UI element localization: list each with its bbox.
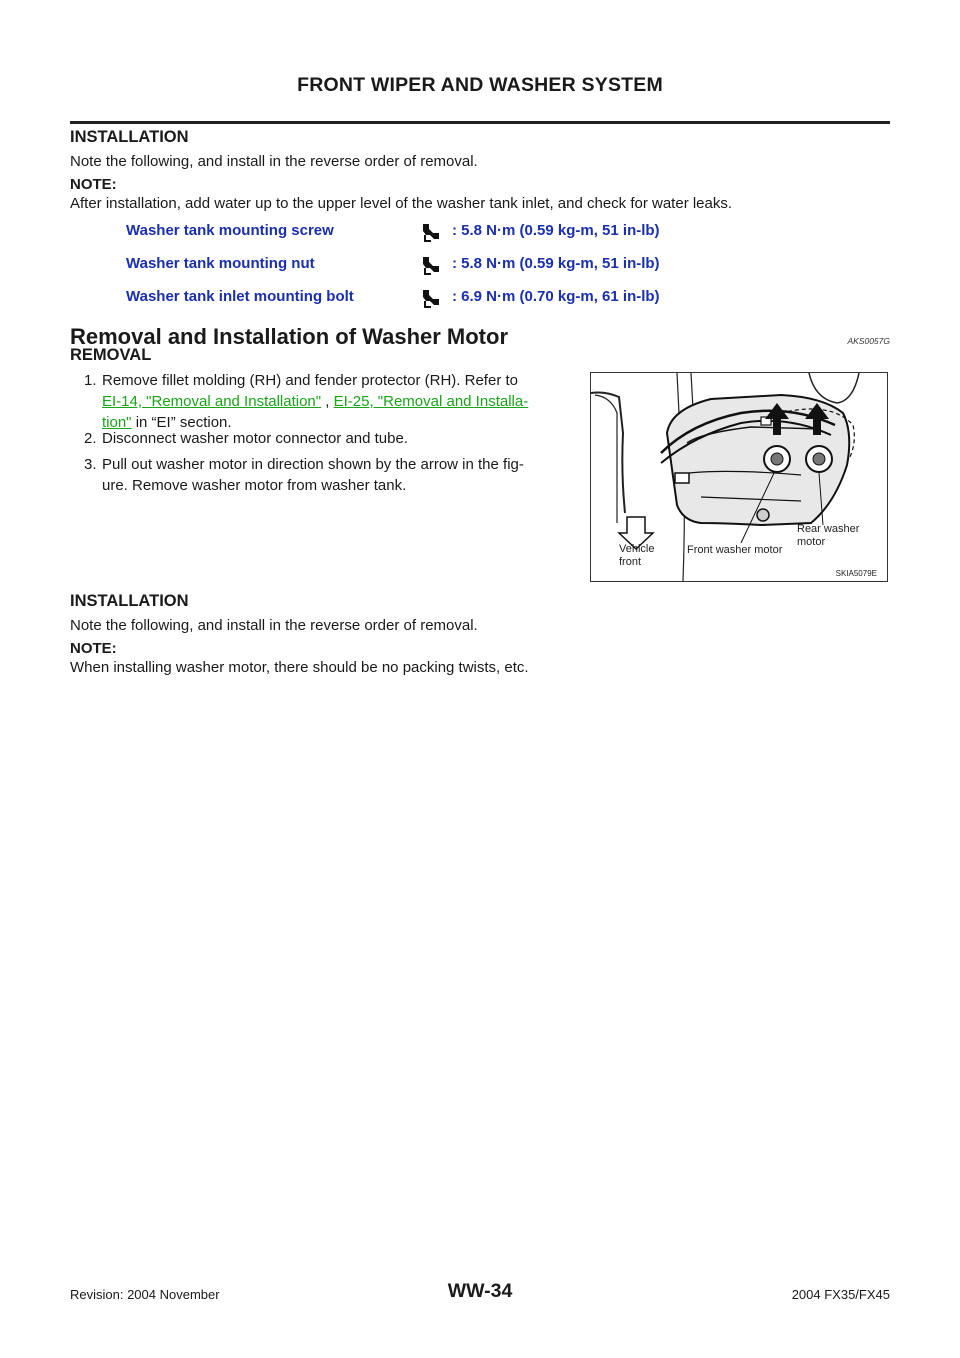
removal-heading: REMOVAL [70,346,152,364]
link-ei-25[interactable]: EI-25, "Removal and Installa- [333,393,529,410]
step-text-line2: ure. Remove washer motor from washer tank. [102,477,407,494]
note-label-2: NOTE: [70,640,117,657]
spec-name: Washer tank inlet mounting bolt [126,288,354,305]
page-header-title: FRONT WIPER AND WASHER SYSTEM [297,74,663,96]
removal-step-2 [84,428,584,450]
torque-spec-row [126,222,766,244]
installation-heading-2: INSTALLATION [70,592,189,610]
figure-label-line: Vehicle [619,543,655,555]
footer-model: 2004 FX35/FX45 [791,1287,890,1302]
spec-value: : 5.8 N·m (0.59 kg-m, 51 in-lb) [452,222,660,239]
spec-value: : 5.8 N·m (0.59 kg-m, 51 in-lb) [452,255,660,272]
figure-label-rear-washer-motor [797,523,859,549]
removal-step-1 [84,370,584,434]
step-number: 2. [84,430,97,447]
washer-motor-figure [590,372,888,582]
note-text: After installation, add water up to the upper level of the washer tank inlet, and check for water leaks. [70,195,733,212]
figure-label-front-washer-motor: Front washer motor [687,544,783,556]
step-text [102,454,582,496]
figure-code: SKIA5079E [835,569,877,578]
figure-label-line: motor [797,536,826,548]
spec-value: : 6.9 N·m (0.70 kg-m, 61 in-lb) [452,288,660,305]
torque-wrench-icon [420,254,442,276]
step-text-after: in “EI” section. [135,414,232,431]
step-text-before: Remove fillet molding (RH) and fender protector (RH). Refer to [102,372,518,389]
spec-name: Washer tank mounting screw [126,222,334,239]
link-ei-14[interactable]: EI-14, "Removal and Installation" [102,393,322,410]
figure-label-vehicle-front [619,543,654,569]
torque-wrench-icon [420,287,442,309]
section-code: AKS0057G [847,336,890,346]
step-text [102,370,582,433]
page-number: WW-34 [447,1280,513,1302]
figure-label-line: Rear washer [797,523,860,535]
torque-spec-row [126,255,766,277]
step-text: Disconnect washer motor connector and tube. [102,430,408,447]
spec-name: Washer tank mounting nut [126,255,315,272]
footer-revision: Revision: 2004 November [70,1287,220,1302]
note-text-2: When installing washer motor, there should be no packing twists, etc. [70,659,529,676]
step-text-line1: Pull out washer motor in direction shown by the arrow in the fig- [102,456,524,473]
figure-label-line: front [619,556,642,568]
removal-step-3 [84,454,584,498]
step-text-between: , [325,393,330,410]
torque-wrench-icon [420,221,442,243]
note-label: NOTE: [70,176,117,193]
installation-intro-2: Note the following, and install in the reverse order of removal. [70,617,478,634]
installation-intro: Note the following, and install in the reverse order of removal. [70,153,478,170]
washer-motor-heading: Removal and Installation of Washer Motor [70,324,509,349]
link-ei-25-cont[interactable]: tion" [102,414,132,431]
step-number: 1. [84,372,97,389]
step-number: 3. [84,456,97,473]
torque-spec-row [126,288,766,310]
header-divider [70,121,890,124]
installation-heading: INSTALLATION [70,128,189,146]
